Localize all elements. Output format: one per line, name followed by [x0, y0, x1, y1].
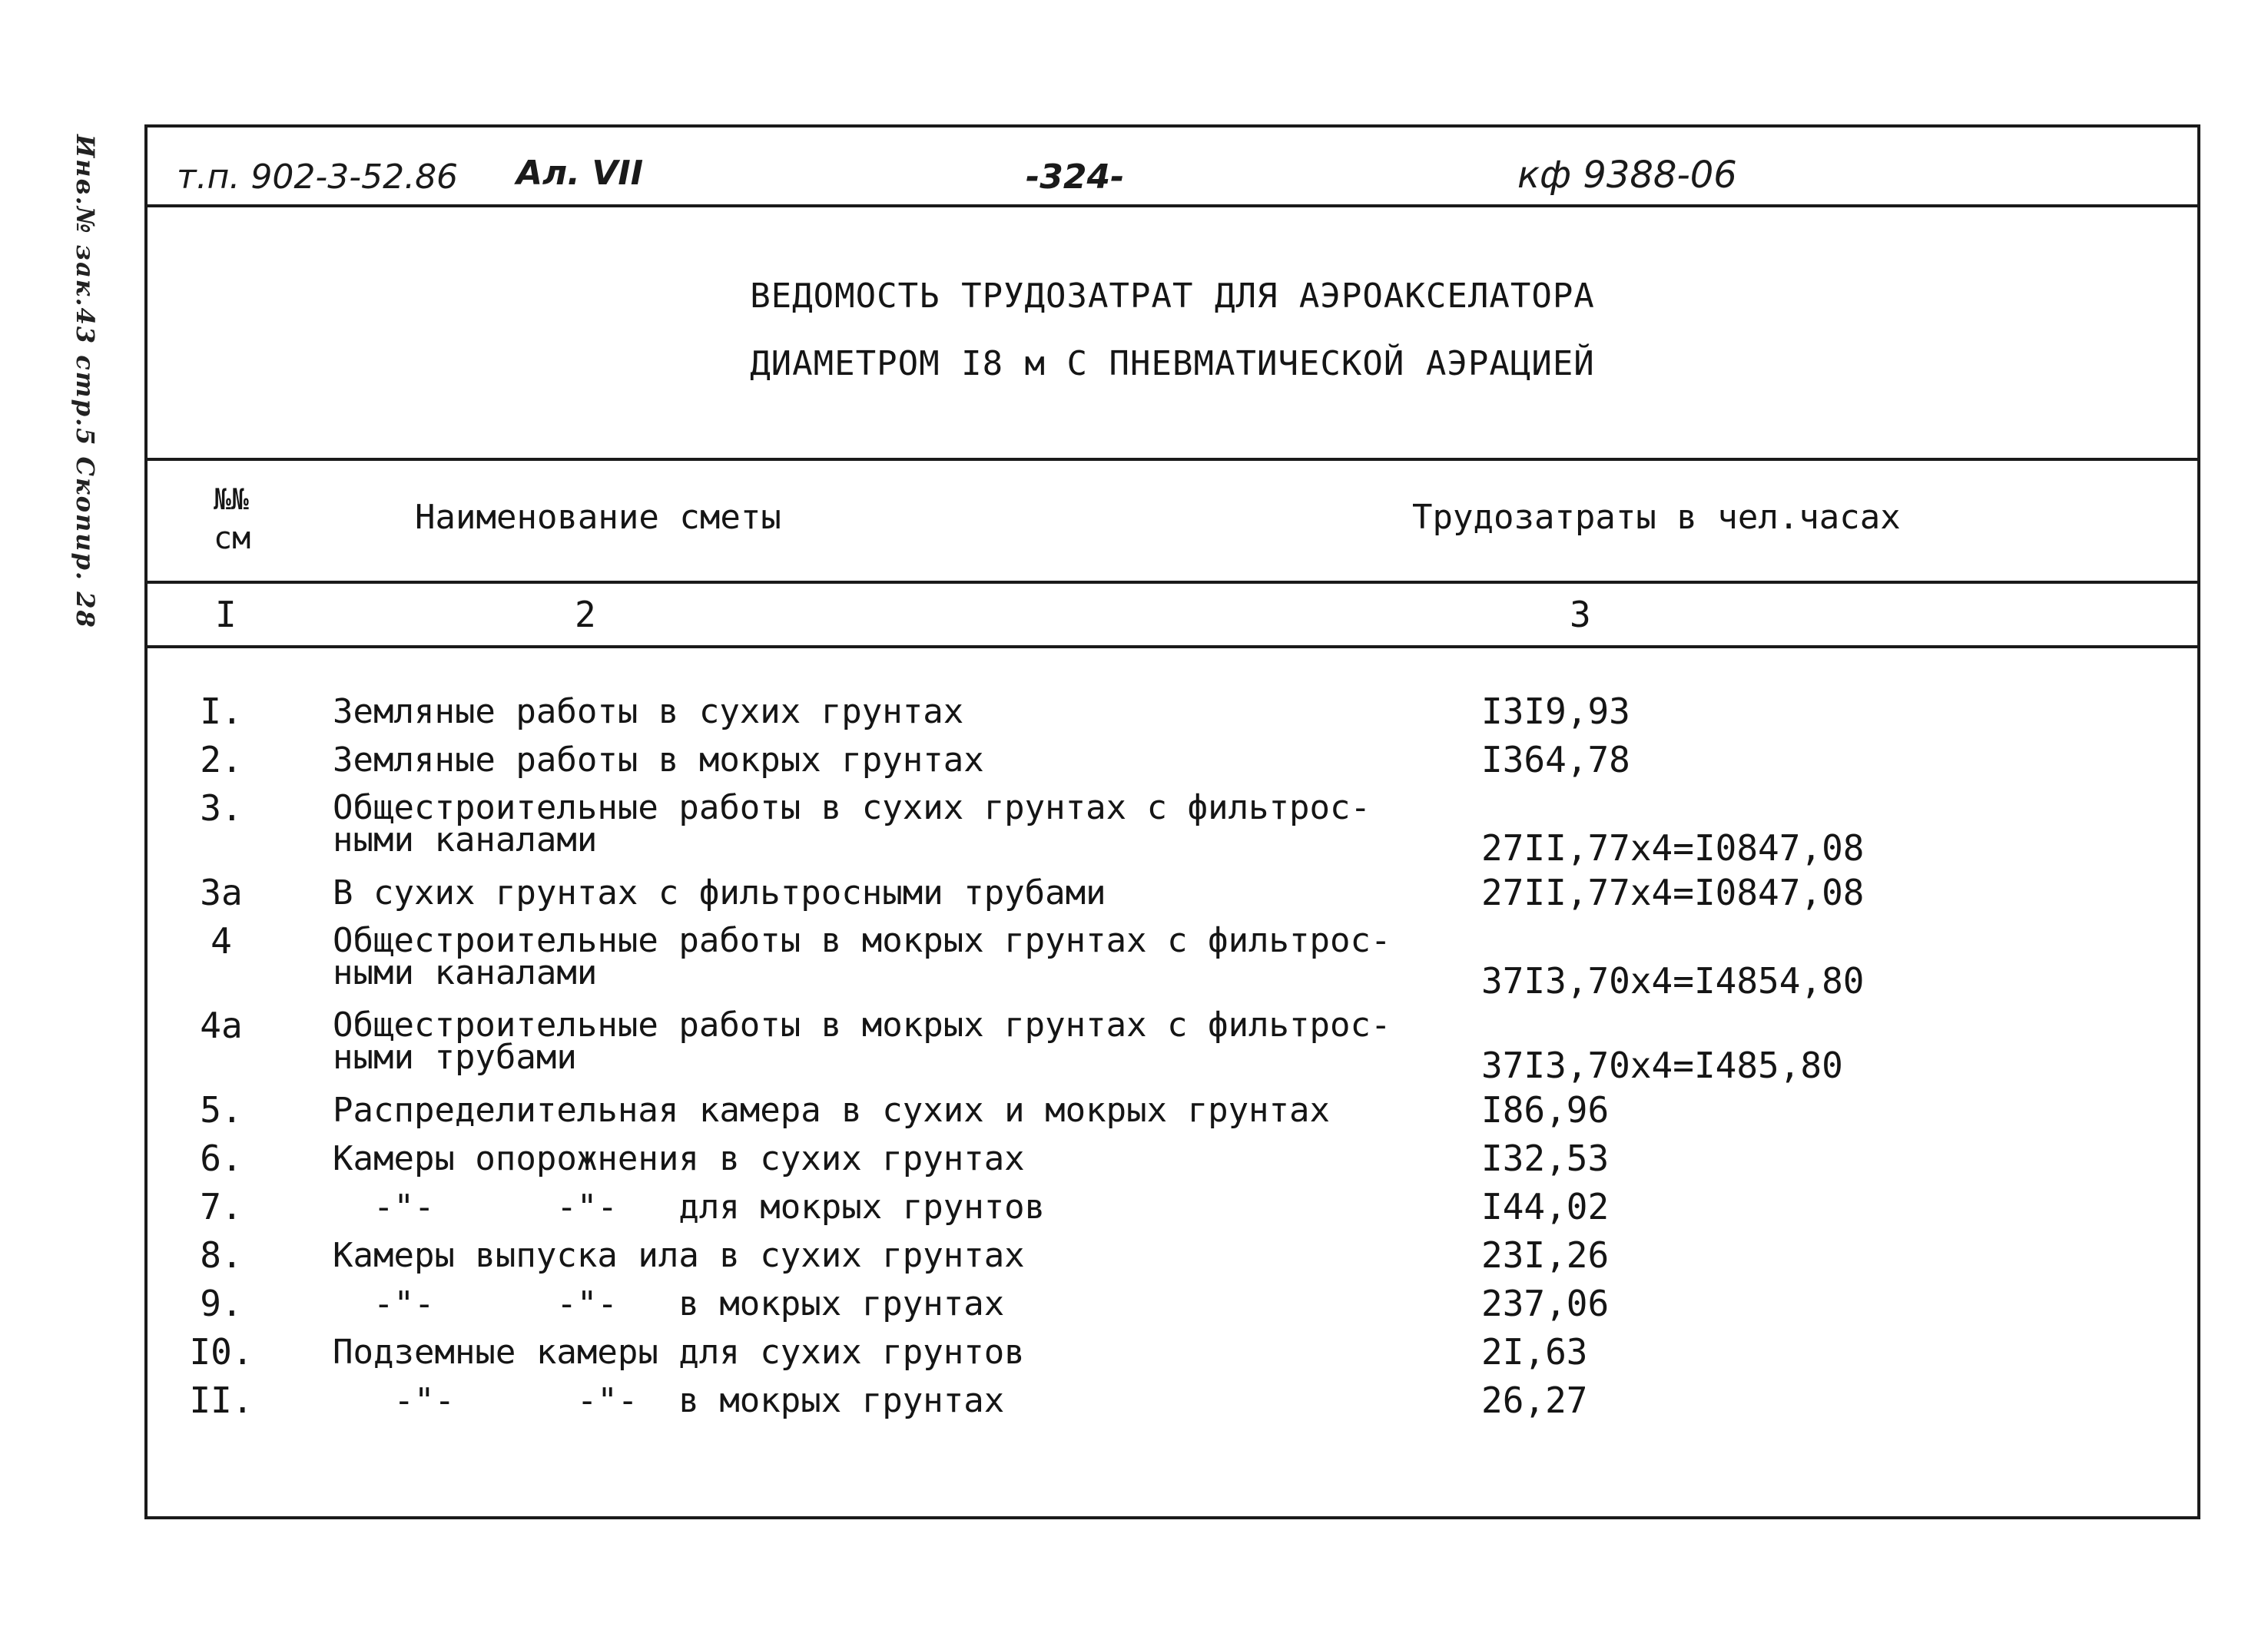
row-name: В сухих грунтах с фильтросными трубами	[333, 873, 1106, 913]
col-number-header-line1: №№	[214, 482, 249, 516]
row-number: 5.	[200, 1089, 243, 1131]
col-name-header: Наименование сметы	[415, 498, 781, 537]
row-name: Распределительная камера в сухих и мокрых грунтах	[333, 1091, 1331, 1130]
row-name: -"- -"- для мокрых грунтов	[333, 1187, 1046, 1227]
row-number: 4	[211, 920, 232, 962]
row-value: 23I,26	[1481, 1234, 1610, 1276]
title-divider	[144, 458, 2200, 461]
row-number: 4а	[200, 1005, 243, 1046]
index-row-divider	[144, 645, 2200, 648]
row-value: 237,06	[1481, 1283, 1610, 1324]
col-index-3: 3	[1570, 594, 1591, 635]
table-row	[144, 869, 2200, 917]
estimate-table	[144, 687, 2200, 1425]
row-value: 37I3,70x4=I485,80	[1481, 1045, 1843, 1086]
row-name-line1: Общестроительные работы в сухих грунтах с фильтрос-	[333, 788, 1371, 827]
row-name-line2: ными трубами	[333, 1038, 577, 1077]
row-value: 2I,63	[1481, 1331, 1588, 1373]
row-value: I3I9,93	[1481, 691, 1630, 732]
table-row	[144, 687, 2200, 736]
row-number: I.	[200, 691, 243, 732]
table-row	[144, 1086, 2200, 1134]
page-number: -324-	[1026, 157, 1125, 197]
table-row	[144, 1280, 2200, 1328]
row-name-line2: ными каналами	[333, 953, 598, 992]
album-number: Ал. VII	[516, 154, 644, 193]
row-name: Земляные работы в мокрых грунтах	[333, 740, 984, 780]
row-number: 2.	[200, 739, 243, 780]
row-name-line2: ными каналами	[333, 820, 598, 860]
row-value: 37I3,70x4=I4854,80	[1481, 960, 1865, 1002]
table-row	[144, 1002, 2200, 1086]
table-row	[144, 1183, 2200, 1231]
row-value: I44,02	[1481, 1186, 1610, 1227]
row-name-line1: Общестроительные работы в мокрых грунтах с фильтрос-	[333, 1005, 1391, 1045]
row-value: 27II,77x4=I0847,08	[1481, 827, 1865, 869]
table-row	[144, 917, 2200, 1002]
row-number: I0.	[189, 1331, 254, 1373]
header-divider	[144, 204, 2200, 207]
row-number: 6.	[200, 1138, 243, 1179]
col-index-2: 2	[575, 594, 596, 635]
table-row	[144, 1231, 2200, 1280]
table-row	[144, 784, 2200, 869]
row-number: 7.	[200, 1186, 243, 1227]
row-value: 26,27	[1481, 1380, 1588, 1421]
row-value: 27II,77x4=I0847,08	[1481, 872, 1865, 913]
document-title-line1: ВЕДОМОСТЬ ТРУДОЗАТРАТ ДЛЯ АЭРОАКСЕЛАТОРА	[750, 277, 1595, 316]
table-row	[144, 1134, 2200, 1183]
table-row	[144, 736, 2200, 784]
row-number: 3.	[200, 787, 243, 829]
row-name: -"- -"- в мокрых грунтах	[333, 1284, 1005, 1323]
row-number: 9.	[200, 1283, 243, 1324]
document-title-line2: ДИАМЕТРОМ I8 м С ПНЕВМАТИЧЕСКОЙ АЭРАЦИЕЙ	[750, 344, 1595, 383]
row-name: -"- -"- в мокрых грунтах	[333, 1381, 1005, 1420]
col-index-1: I	[215, 594, 237, 635]
row-name: Камеры опорожнения в сухих грунтах	[333, 1139, 1025, 1178]
row-name: Земляные работы в сухих грунтах	[333, 692, 964, 731]
row-name: Камеры выпуска ила в сухих грунтах	[333, 1236, 1025, 1275]
col-number-header-line2: см	[214, 521, 251, 556]
row-name	[333, 788, 1531, 860]
row-number: II.	[189, 1380, 254, 1421]
col-labor-header: Трудозатраты в чел.часах	[1412, 498, 1901, 537]
row-number: 3а	[200, 872, 243, 913]
row-name	[333, 1005, 1531, 1077]
row-value: I32,53	[1481, 1138, 1610, 1179]
table-row	[144, 1376, 2200, 1425]
header-row-divider	[144, 581, 2200, 584]
row-name: Подземные камеры для сухих грунтов	[333, 1333, 1025, 1372]
row-name	[333, 921, 1531, 992]
table-row	[144, 1328, 2200, 1376]
side-stamp: Инв.№ зак.43 стр.5 Скопир. 28	[71, 134, 100, 629]
document-code: кф 9388-06	[1517, 154, 1737, 197]
row-value: I86,96	[1481, 1089, 1610, 1131]
row-name-line1: Общестроительные работы в мокрых грунтах с фильтрос-	[333, 921, 1391, 960]
row-number: 8.	[200, 1234, 243, 1276]
row-value: I364,78	[1481, 739, 1630, 780]
project-number: т.п. 902-3-52.86	[177, 157, 459, 197]
